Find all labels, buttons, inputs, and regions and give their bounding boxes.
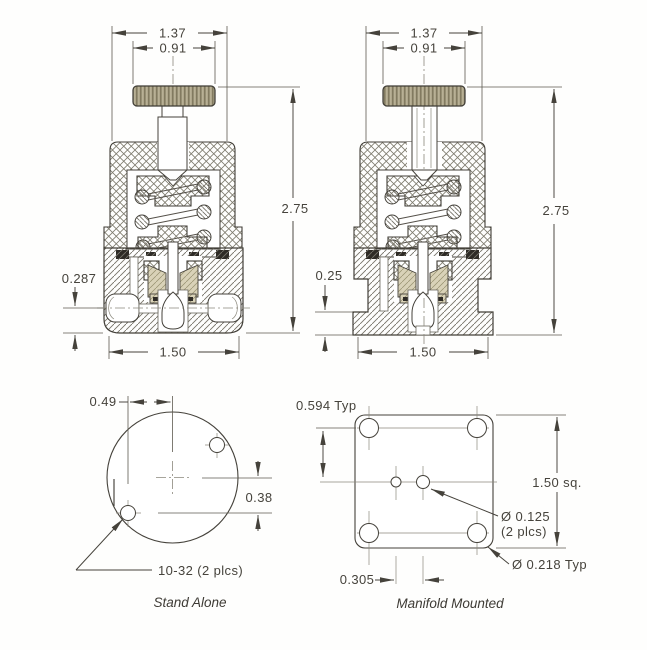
corner-hole bbox=[360, 524, 379, 543]
dim-step: 0.25 bbox=[315, 268, 343, 283]
dim-height: 2.75 bbox=[542, 203, 570, 218]
dim-center-holes: Ø 0.125 bbox=[501, 509, 551, 524]
adjusting-screw bbox=[412, 106, 437, 170]
stem-neck bbox=[162, 106, 183, 118]
center-hole bbox=[417, 476, 430, 489]
mounting-hole bbox=[210, 438, 225, 453]
dim-width-base: 1.50 bbox=[409, 344, 437, 360]
caption-manifold-mounted: Manifold Mounted bbox=[396, 596, 504, 611]
corner-hole bbox=[468, 419, 487, 438]
dim-port-center: 0.287 bbox=[61, 271, 97, 286]
bottom-port bbox=[416, 326, 430, 335]
adjustment-knob bbox=[133, 86, 215, 106]
adjusting-screw bbox=[158, 117, 187, 170]
corner-hole bbox=[360, 419, 379, 438]
dim-hole-drop: 0.38 bbox=[245, 490, 273, 505]
dim-center-holes-qty: (2 plcs) bbox=[501, 524, 547, 539]
dim-width-knob: 0.91 bbox=[410, 40, 438, 56]
dim-width-top: 1.37 bbox=[410, 25, 438, 41]
valve-pin bbox=[418, 242, 428, 294]
dim-width-base: 1.50 bbox=[159, 344, 187, 360]
dim-hole-pitch: 0.594 Typ bbox=[296, 398, 357, 413]
bottom-view-stand-alone bbox=[76, 394, 272, 610]
mounting-hole bbox=[121, 506, 136, 521]
bottom-view-manifold bbox=[296, 398, 587, 611]
caption-stand-alone: Stand Alone bbox=[153, 595, 227, 610]
valve-pin bbox=[168, 242, 178, 294]
section-view-manifold bbox=[315, 26, 569, 360]
corner-hole bbox=[468, 524, 487, 543]
thread-callout: 10-32 (2 plcs) bbox=[158, 563, 244, 578]
dim-plate: 1.50 sq. bbox=[532, 475, 582, 490]
dim-width-top: 1.37 bbox=[159, 25, 186, 41]
gauge-passage bbox=[380, 257, 388, 311]
dim-corner-holes: Ø 0.218 Typ bbox=[512, 557, 587, 572]
adjustment-knob bbox=[383, 86, 465, 106]
dim-width-knob: 0.91 bbox=[159, 40, 187, 56]
dim-center-spacing: 0.305 bbox=[339, 572, 375, 587]
dim-hole-offset: 0.49 bbox=[89, 394, 117, 409]
dim-height: 2.75 bbox=[281, 201, 309, 216]
center-hole bbox=[391, 477, 401, 487]
section-view-stand-alone bbox=[62, 26, 309, 360]
